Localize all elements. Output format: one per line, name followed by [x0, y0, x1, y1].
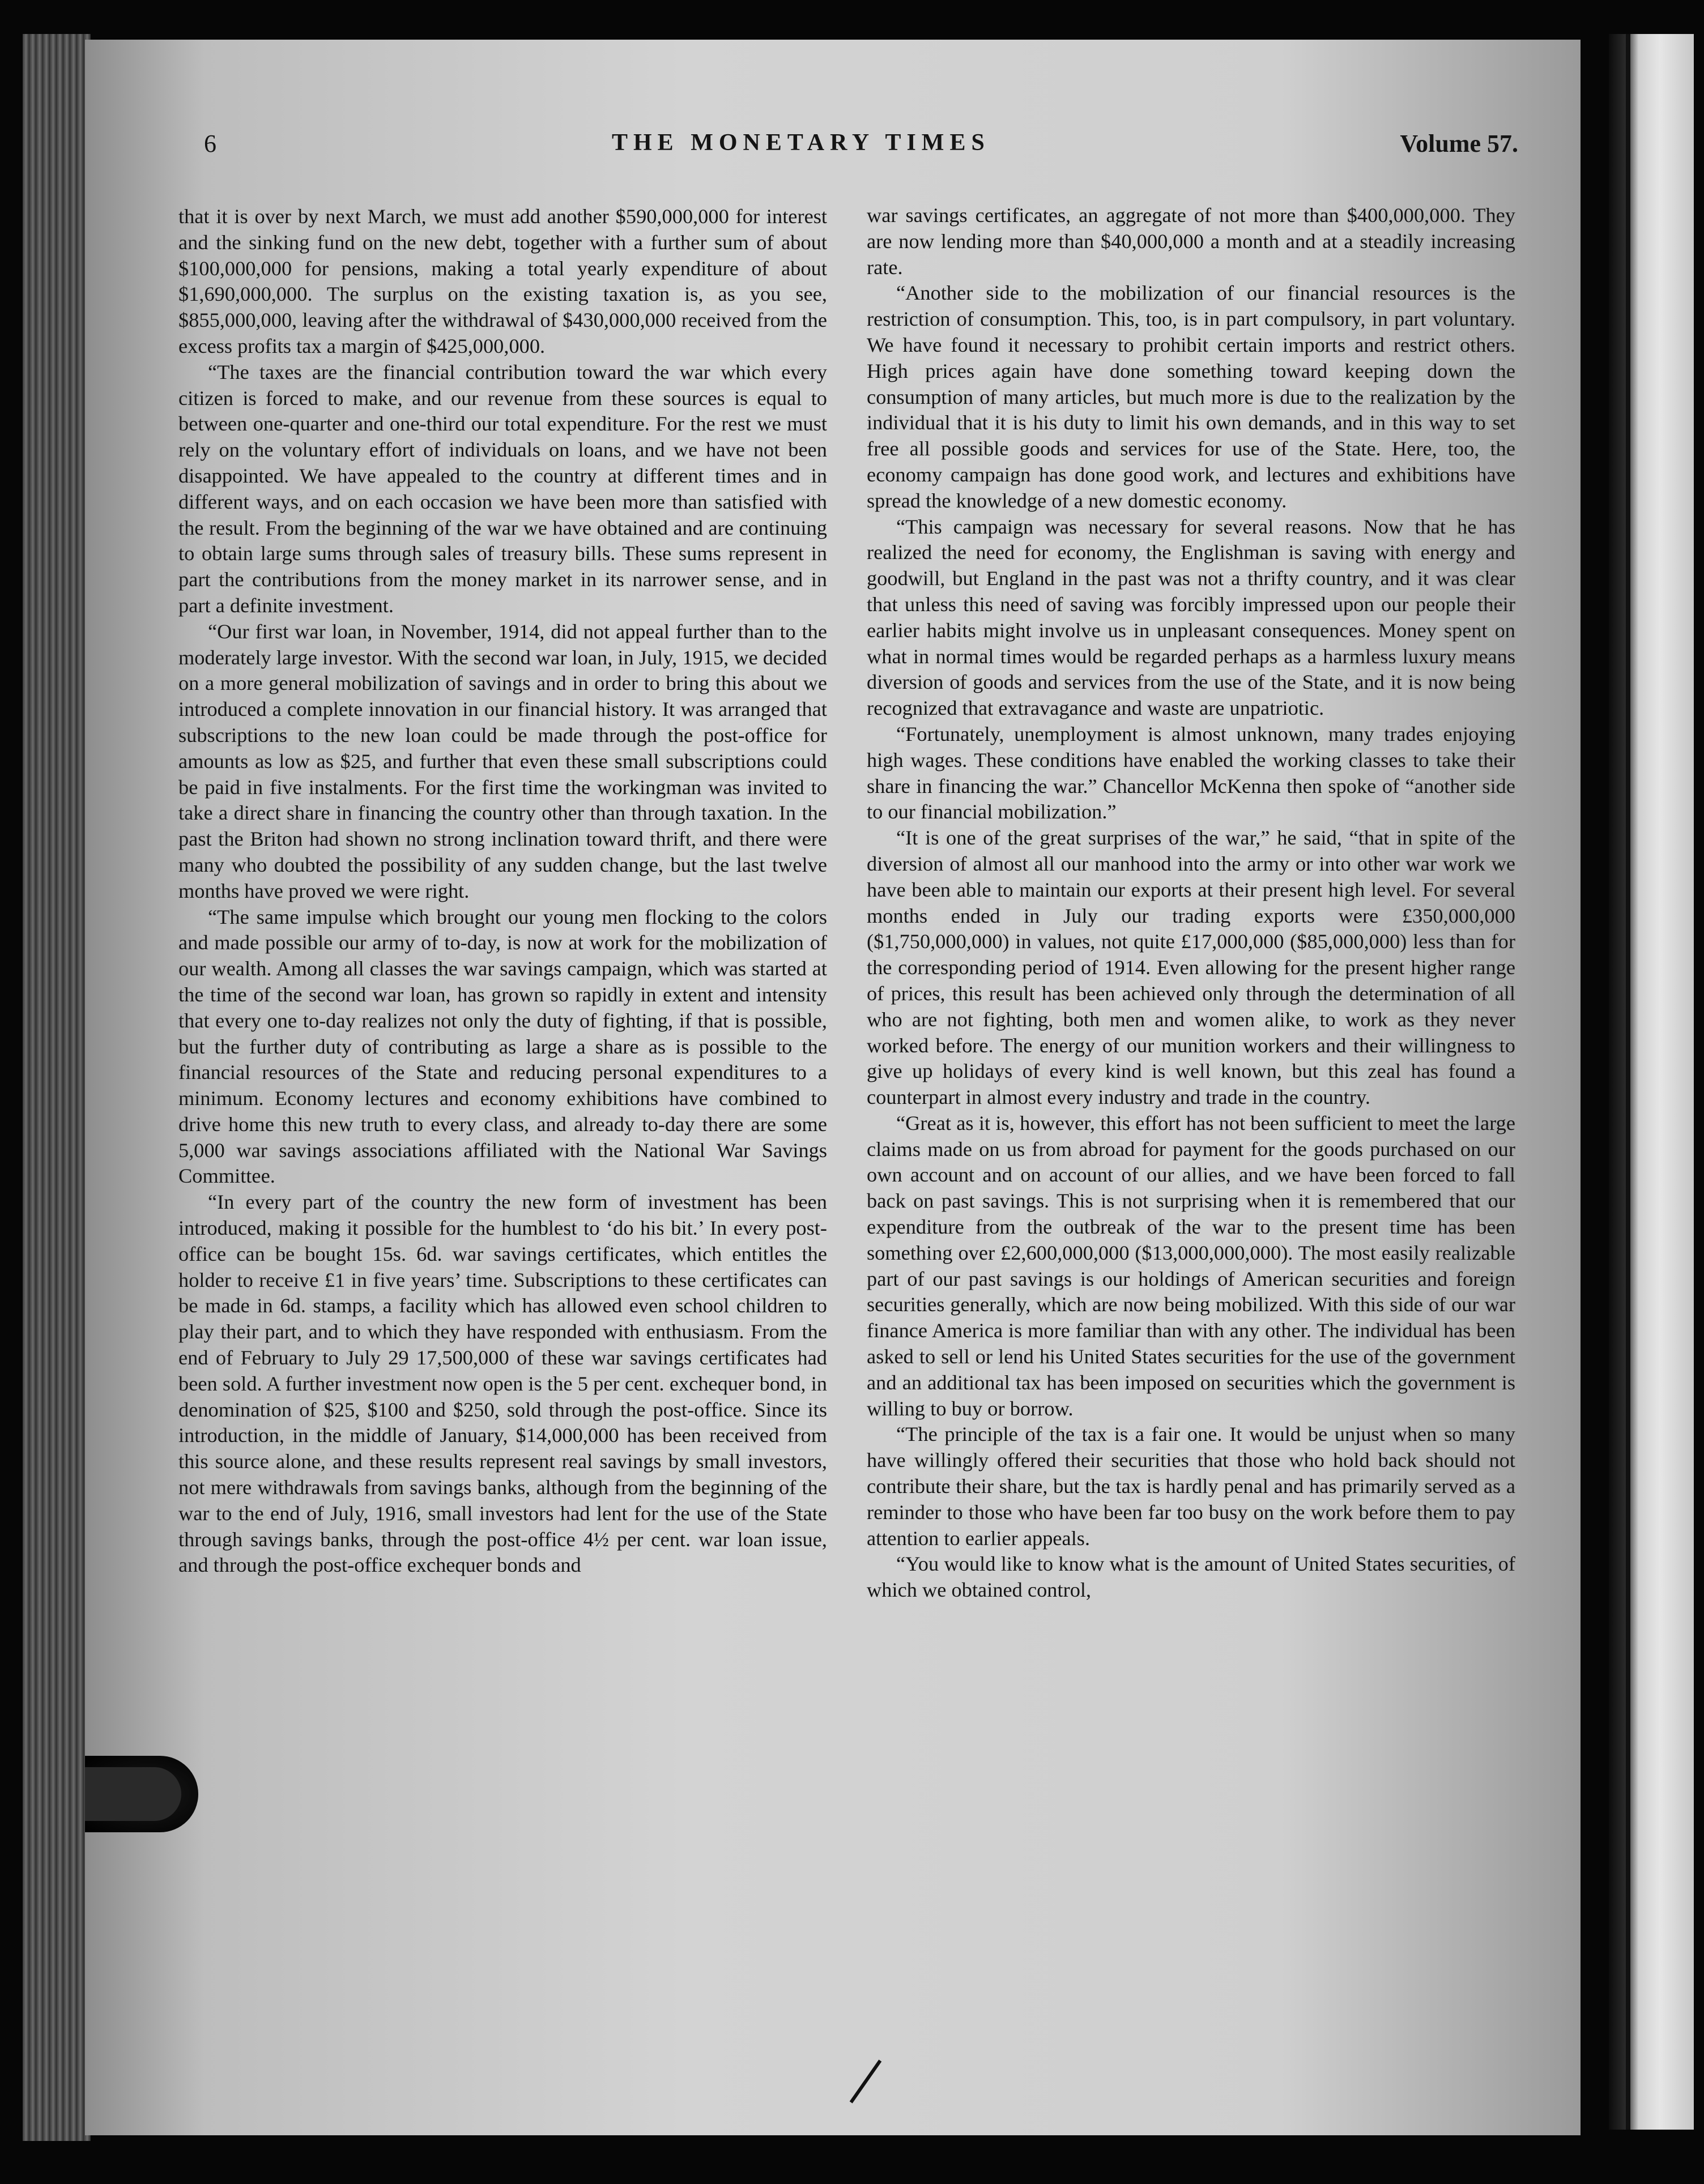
- page-number: 6: [204, 130, 216, 157]
- running-title: THE MONETARY TIMES: [612, 130, 990, 156]
- paragraph: “Great as it is, however, this effort has not been sufficient to meet the large claims made on us from abroad for payment for the goods purchased on our own account and on account of our allies, and we have been forced to fall back on past savings. This is not surprising when it is remembered that our expenditure from the outbreak of the war to the present time has been something over £2,600,000,000 ($13,000,000,000). The most easily realizable part of our past savings is our holdings of American securities and foreign securities generally, which are now being mobilized. With this side of our war finance America is more familiar than with any other. The individual has been asked to sell or lend his United States securities for the use of the government and an additional tax has been imposed on securities which the government is willing to buy or borrow.: [867, 1111, 1515, 1420]
- paragraph: war savings certificates, an aggregate of not more than $400,000,000. They are now lending more than $40,000,000 a month and at a steadily increasing rate.: [867, 204, 1515, 279]
- paragraph: “Another side to the mobilization of our financial resources is the restriction of consumption. This, too, is in part compulsory, in part voluntary. We have found it necessary to prohibit certain imports and restrict others. High prices again have done something toward keeping down the consumption of many articles, but much more is due to the realization by the individual that it is his duty to limit his own demands, and in this way to set free all possible goods and services for use of the State. Here, too, the economy campaign has done good work, and lectures and exhibitions have spread the knowledge of a new domestic economy.: [867, 281, 1515, 512]
- book-page-edges: [23, 34, 91, 2141]
- right-column: [867, 203, 1515, 1603]
- paragraph: “Our first war loan, in November, 1914, did not appeal further than to the moderately large investor. With the second war loan, in July, 1915, we decided on a more general mobilization of savings and in order to bring this about we introduced a complete innovation in our financial history. It was arranged that subscriptions to the new loan could be made through the post-office for amounts as low as $25, and further that even these small subscriptions could be paid in five instalments. For the first time the workingman was invited to take a direct share in financing the country other than through taxation. In the past the Briton had shown no strong inclination toward thrift, and there were many who doubted the possibility of any sudden change, but the last twelve months have proved we were right.: [178, 620, 827, 902]
- paragraph: “Fortunately, unemployment is almost unknown, many trades enjoying high wages. These conditions have enabled the working classes to take their share in financing the war.” Chancellor McKenna then spoke of “another side to our financial mobilization.”: [867, 722, 1515, 824]
- paragraph: “In every part of the country the new form of investment has been introduced, making it possible for the humblest to ‘do his bit.’ In every post-office can be bought 15s. 6d. war savings certificates, which entitles the holder to receive £1 in five years’ time. Subscriptions to these certificates can be made in 6d. stamps, a facility which has allowed even school children to play their part, and to which they have responded with enthusiasm. From the end of February to July 29 17,500,000 of these war savings certificates had been sold. A further investment now open is the 5 per cent. exchequer bond, in denomination of $25, $100 and $250, sold through the post-office. Since its introduction, in the middle of January, $14,000,000 has been received from this source alone, and these results represent real savings by small investors, not mere withdrawals from savings banks, although from the beginning of the war to the end of July, 1916, small investors had lent for the use of the State through savings banks, through the post-office 4½ per cent. war loan issue, and through the post-office exchequer bonds and: [178, 1191, 827, 1577]
- paragraph: “The principle of the tax is a fair one. It would be unjust when so many have willingly offered their securities that those who hold back should not contribute their share, but the tax is hardly penal and has primarily served as a reminder to those who have been far too busy on the work before them to pay attention to earlier appeals.: [867, 1423, 1515, 1550]
- paragraph: “You would like to know what is the amount of United States securities, of which we obtained control,: [867, 1552, 1515, 1602]
- volume-label: Volume 57.: [1400, 130, 1518, 157]
- facing-page-edge: [1609, 34, 1694, 2130]
- page-header: [204, 129, 1518, 169]
- paragraph: that it is over by next March, we must add another $590,000,000 for interest and the sinking fund on the new debt, together with a further sum of about $100,000,000 for pensions, making a total yearly expenditure of about $1,690,000,000. The surplus on the existing taxation is, as you see, $855,000,000, leaving after the withdrawal of $430,000,000 received from the excess profits tax a margin of $425,000,000.: [178, 205, 827, 357]
- thumb-shadow: [85, 1756, 198, 1832]
- paragraph: “The same impulse which brought our young men flocking to the colors and made possible our army of to-day, is now at work for the mobilization of our wealth. Among all classes the war savings campaign, which was started at the time of the second war loan, has grown so rapidly in extent and intensity that every one to-day realizes not only the duty of fighting, if that is possible, but the further duty of contributing as large a share as is possible to the financial resources of the State and reducing personal expenditures to a minimum. Economy lectures and economy exhibitions have combined to drive home this new truth to every class, and already to-day there are some 5,000 war savings associations affiliated with the National War Savings Committee.: [178, 905, 827, 1188]
- left-column: [178, 204, 827, 1579]
- paragraph: “It is one of the great surprises of the war,” he said, “that in spite of the diversion of almost all our manhood into the army or into other war work we have been able to maintain our exports at their present high level. For several months ended in July our trading exports were £350,000,000 ($1,750,000,000) in values, not quite £17,000,000 ($85,000,000) less than for the corresponding period of 1914. Even allowing for the present higher range of prices, this result has been achieved only through the determination of all who are not fighting, both men and women alike, to work as they never worked before. The energy of our munition workers and their willingness to give up holidays of every kind is well known, but this zeal has found a counterpart in almost every industry and trade in the country.: [867, 826, 1515, 1109]
- paragraph: “This campaign was necessary for several reasons. Now that he has realized the need for economy, the Englishman is saving with energy and goodwill, but England in the past was not a thrifty country, and it was clear that unless this need of saving was forcibly impressed upon our people their earlier habits might involve us in unpleasant consequences. Money spent on what in normal times would be regarded perhaps as a harmless luxury means diversion of goods and services from the use of the State, and it is now being recognized that extravagance and waste are unpatriotic.: [867, 515, 1515, 720]
- paragraph: “The taxes are the financial contribution toward the war which every citizen is forced to make, and our revenue from these sources is equal to between one-quarter and one-third our total expenditure. For the rest we must rely on the voluntary effort of individuals on loans, and we have not been disappointed. We have appealed to the country at different times and in different ways, and on each occasion we have been more than satisfied with the result. From the beginning of the war we have obtained and are continuing to obtain large sums through sales of treasury bills. These sums represent in part the contributions from the money market in its narrower sense, and in part a definite investment.: [178, 360, 827, 617]
